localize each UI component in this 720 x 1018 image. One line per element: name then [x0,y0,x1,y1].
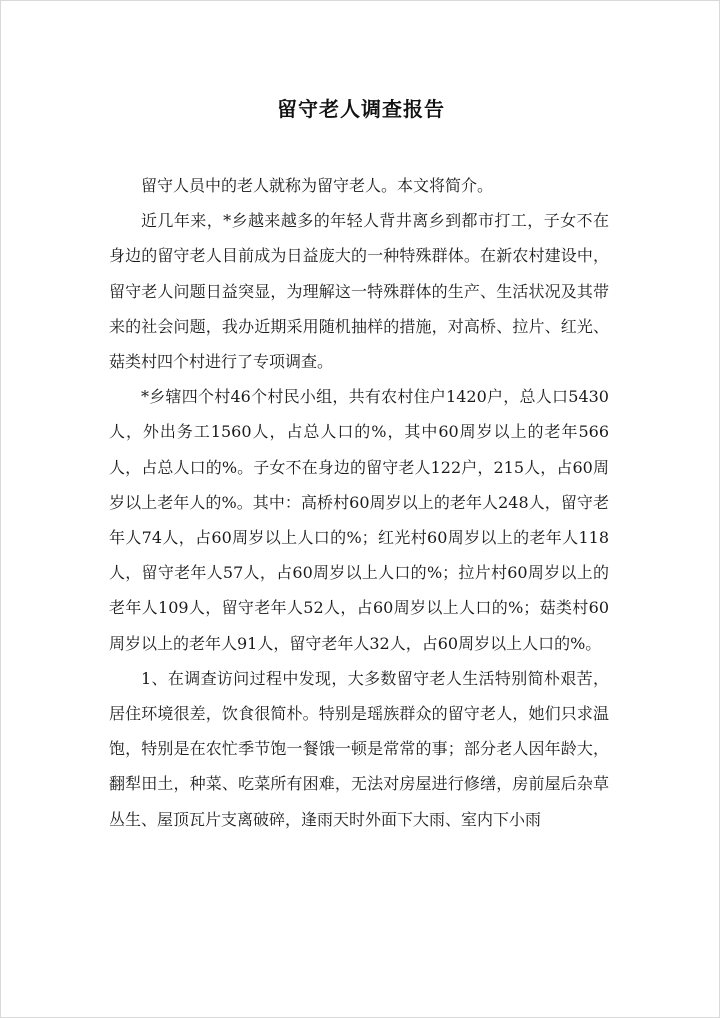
paragraph-background: 近几年来，*乡越来越多的年轻人背井离乡到都市打工，子女不在身边的留守老人目前成为日益庞大的一种特殊群体。在新农村建设中，留守老人问题日益突显，为理解这一特殊群体的生产、生活状况及其带来的社会问题，我办近期采用随机抽样的措施，对高桥、拉片、红光、菇类村四个村进行了专项调查。 [109,211,609,372]
paragraph-intro: 留守人员中的老人就称为留守老人。本文将简介。 [141,176,494,195]
document-body [109,168,609,837]
paragraph-finding-1: 1、在调查访问过程中发现，大多数留守老人生活特别简朴艰苦，居住环境很差，饮食很简朴。特别是瑶族群众的留守老人，她们只求温饱，特别是在农忙季节饱一餐饿一顿是常常的事；部分老人因年龄大，翻犁田土，种菜、吃菜所有困难，无法对房屋进行修缮，房前屋后杂草丛生、屋顶瓦片支离破碎，逢雨天时外面下大雨、室内下小雨 [109,668,609,829]
paragraph-statistics: *乡辖四个村46个村民小组，共有农村住户1420户，总人口5430人，外出务工1560人，占总人口的%，其中60周岁以上的老年566人，占总人口的%。子女不在身边的留守老人122户，215人，占60周岁以上老年人的%。其中：高桥村60周岁以上的老年人248人，留守老年人74人，占60周岁以上人口的%；红光村60周岁以上的老年人118人，留守老年人57人，占60周岁以上人口的%；拉片村60周岁以上的老年人109人，留守老年人52人，占60周岁以上人口的%；菇类村60周岁以上的老年人91人，留守老年人32人，占60周岁以上人口的%。 [109,387,609,653]
page-title: 留守老人调查报告 [277,97,445,121]
